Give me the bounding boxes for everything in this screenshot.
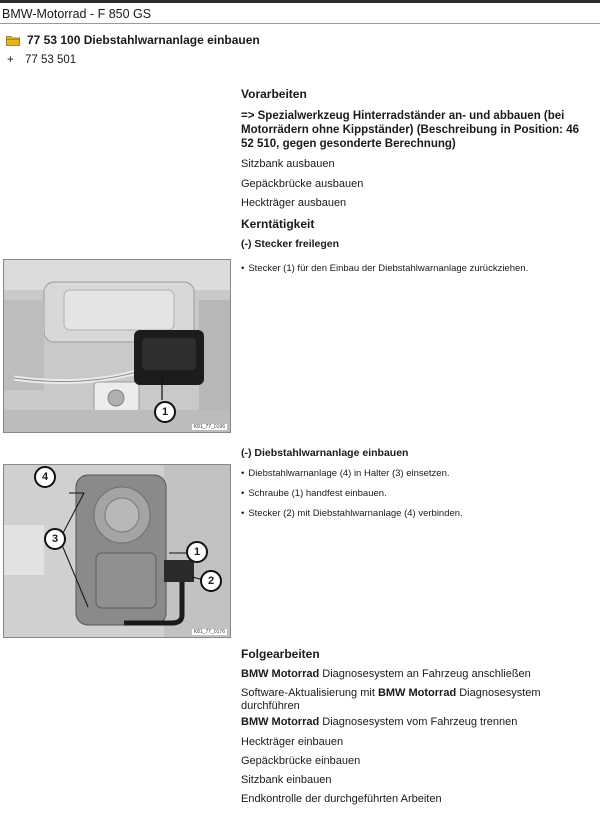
step-item: Endkontrolle der durchgeführten Arbeiten	[241, 793, 442, 805]
bullet-item: • Stecker (1) für den Einbau der Diebstahlwarnanlage zurückziehen.	[241, 263, 593, 275]
bullet-item: • Schraube (1) handfest einbauen.	[241, 488, 593, 500]
figure-number: K81_77_0196	[193, 424, 225, 430]
folder-icon	[6, 35, 20, 46]
figure-number: K81_77_0176	[193, 629, 225, 635]
bullet-item: • Stecker (2) mit Diebstahlwarnanlage (4) verbinden.	[241, 508, 593, 520]
brand-name: BMW Motorrad	[377, 687, 457, 699]
step-item: Sitzbank einbauen	[241, 774, 332, 786]
step-item: BMW Motorrad Diagnosesystem an Fahrzeug anschließen	[241, 668, 531, 680]
step-item: Gepäckbrücke ausbauen	[241, 178, 364, 190]
step-item: Sitzbank ausbauen	[241, 158, 335, 170]
step-item: Gepäckbrücke einbauen	[241, 755, 361, 767]
sub-number: 77 53 501	[25, 54, 77, 66]
callout-4: 4	[34, 466, 56, 488]
vorarbeiten-heading: Vorarbeiten	[241, 87, 307, 101]
folgearbeiten-heading: Folgearbeiten	[241, 647, 320, 661]
callout-3: 3	[44, 528, 66, 550]
page-header	[0, 4, 600, 24]
figure-1-illustration	[4, 260, 230, 432]
figure-connector	[3, 259, 231, 433]
callout-1: 1	[154, 401, 176, 423]
step-item: Heckträger ausbauen	[241, 197, 347, 209]
step-item: Heckträger einbauen	[241, 736, 344, 748]
kern-heading: Kerntätigkeit	[241, 217, 315, 231]
callout-1: 1	[186, 541, 208, 563]
sub-number-row	[7, 53, 76, 67]
doc-title: 77 53 100 Diebstahlwarnanlage einbauen	[27, 33, 260, 47]
header-title: BMW-Motorrad - F 850 GS	[2, 7, 152, 21]
special-tool-link[interactable]: => Spezialwerkzeug Hinterradständer an- und abbauen (bei Motorrädern ohne Kippständer) (Beschreibung in Position: 46 52 510, gegen gesonderte Berechnung)	[241, 110, 579, 150]
doc-title-row[interactable]	[6, 32, 260, 48]
section1-title: (-) Stecker freilegen	[241, 238, 340, 250]
callout-2: 2	[200, 570, 222, 592]
section2-title: (-) Diebstahlwarnanlage einbauen	[241, 447, 409, 459]
step-item: BMW Motorrad Diagnosesystem vom Fahrzeug trennen	[241, 716, 518, 728]
step-item: Software-Aktualisierung mit BMW Motorrad Diagnosesystem durchführen	[241, 687, 541, 712]
brand-name: BMW Motorrad	[241, 668, 320, 680]
top-bar	[0, 0, 600, 3]
bullet-item: • Diebstahlwarnanlage (4) in Halter (3) einsetzen.	[241, 468, 593, 480]
plus-icon: +	[7, 54, 14, 66]
brand-name: BMW Motorrad	[241, 716, 320, 728]
figure-alarm-unit	[3, 464, 231, 638]
